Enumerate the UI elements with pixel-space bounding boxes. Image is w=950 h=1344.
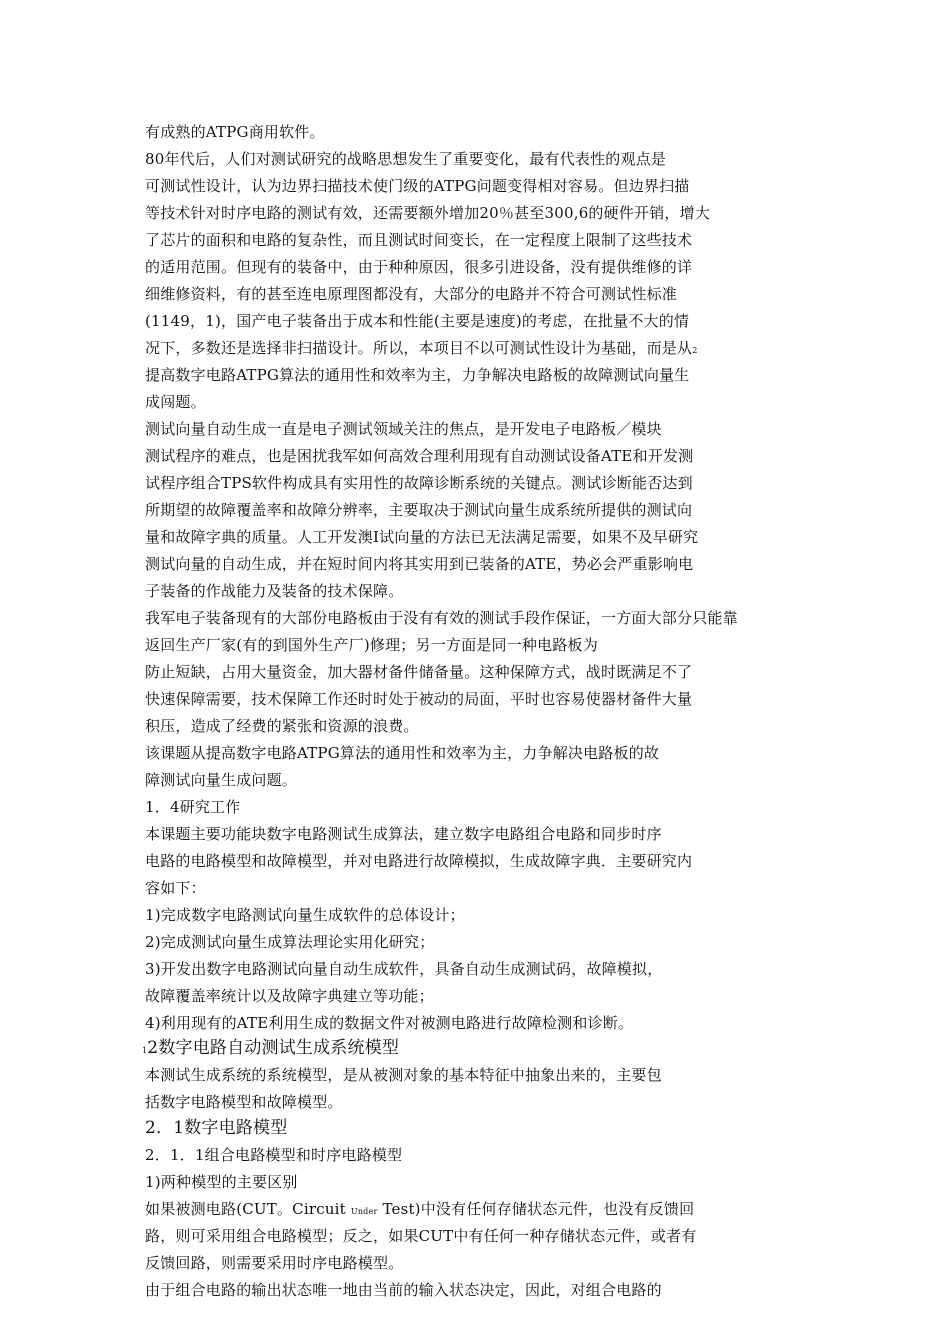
- text-line: 子装备的作战能力及装备的技术保障。: [145, 582, 404, 600]
- text-line: 量和故障字典的质量。人工开发澳I试向量的方法已无法满足需要，如果不及早研究: [145, 528, 699, 546]
- text-line: [145, 337, 698, 359]
- list-item: 3)开发出数字电路测试向量自动生成软件，具备自动生成测试码，故障模拟，: [145, 960, 663, 978]
- text-line: 快速保障需要，技术保障工作还时时处于被动的局面，平时也容易使器材备件大量: [145, 690, 693, 708]
- list-item: 2)完成测试向量生成算法理论实用化研究；: [145, 933, 435, 951]
- text-line: 该课题从提高数字电路ATPG算法的通用性和效率为主，力争解决电路板的故: [145, 744, 660, 762]
- text-line-part: Test)中没有任何存储状态元件，也没有反馈回: [382, 1200, 695, 1218]
- text-line: 本课题主要功能块数字电路测试生成算法，建立数字电路组合电路和同步时序: [145, 825, 662, 843]
- text-line: 细维修资料，有的甚至连电原理图都没有，大部分的电路并不符合可测试性标准: [145, 285, 678, 303]
- text-line: 反馈回路，则需要采用时序电路模型。: [145, 1254, 404, 1272]
- text-line: 测试向量的自动生成，并在短时间内将其实用到已装备的ATE，势必会严重影响电: [145, 555, 694, 573]
- section-heading: 2．1数字电路模型: [145, 1118, 288, 1138]
- text-line: 本测试生成系统的系统模型，是从被测对象的基本特征中抽象出来的，主要包: [145, 1066, 662, 1084]
- text-line: 成闯题。: [145, 393, 206, 411]
- text-line: 路，则可采用组合电路模型；反之，如果CUT中有任何一种存储状态元件，或者有: [145, 1227, 697, 1245]
- list-item: 4)利用现有的ATE利用生成的数据文件对被测电路进行故障检测和诊断。: [145, 1014, 634, 1032]
- text-line: 积压，造成了经费的紧张和资源的浪费。: [145, 717, 419, 735]
- text-line: 1)两种模型的主要区别: [145, 1173, 298, 1191]
- margin-mark: 2: [692, 346, 698, 355]
- text-line: 障测试向量生成问题。: [145, 771, 298, 789]
- text-line: 提高数字电路ATPG算法的通用性和效率为主，力争解决电路板的故障测试向量生: [145, 366, 690, 384]
- text-line-part: 如果被测电路(CUT。Circuit: [145, 1200, 346, 1218]
- text-line: [145, 1198, 694, 1220]
- text-line: 80年代后，人们对测试研究的战略思想发生了重要变化，最有代表性的观点是: [145, 150, 667, 168]
- text-line: 故障覆盖率统计以及故障字典建立等功能；: [145, 987, 434, 1005]
- text-line: 容如下：: [145, 879, 206, 897]
- section-heading: 1．4研究工作: [145, 798, 241, 816]
- section-heading: [142, 1037, 399, 1059]
- text-line: 了芯片的面积和电路的复杂性，而且测试时间变长，在一定程度上限制了这些技术: [145, 231, 693, 249]
- text-line: 测试程序的难点，也是困扰我军如何高效合理利用现有自动测试设备ATE和开发测: [145, 447, 694, 465]
- text-line: 有成熟的ATPG商用软件。: [145, 123, 325, 141]
- text-line: 测试向量自动生成一直是电子测试领域关注的焦点，是开发电子电路板／模块: [145, 420, 662, 438]
- text-line: 试程序组合TPS软件构成具有实用性的故障诊断系统的关键点。测试诊断能否达到: [145, 474, 693, 492]
- text-line: (1149，1)，国产电子装备出于成本和性能(主要是速度)的考虑，在批量不大的情: [145, 312, 690, 330]
- text-line: 括数字电路模型和故障模型。: [145, 1093, 343, 1111]
- text-line: 电路的电路模型和故障模型，并对电路进行故障模拟，生成故障字典．主要研究内: [145, 852, 693, 870]
- text-line-part: 况下，多数还是选择非扫描设计。所以，本项目不以可测试性设计为基础，而是从: [145, 339, 693, 357]
- text-line: 的适用范围。但现有的装备中，由于种种原因，很多引进设备，没有提供维修的详: [145, 258, 693, 276]
- subsection-heading: 2．1．1组合电路模型和时序电路模型: [145, 1146, 403, 1164]
- text-line: 我军电子装备现有的大部份电路板由于没有有效的测试手段作保证，一方面大部分只能靠: [145, 609, 738, 627]
- text-line: 防止短缺，占用大量资金，加大器材备件储备量。这种保障方式，战时既满足不了: [145, 663, 693, 681]
- list-item: 1)完成数字电路测试向量生成软件的总体设计；: [145, 906, 465, 924]
- section-heading-text: 2数字电路自动测试生成系统模型: [147, 1038, 400, 1058]
- text-line: 等技术针对时序电路的测试有效，还需要额外增加20％甚至300,6的硬件开销，增大: [145, 204, 711, 222]
- text-line: 所期望的故障覆盖率和故障分辨率，主要取决于测试向量生成系统所提供的测试向: [145, 501, 693, 519]
- small-text: Under: [350, 1207, 378, 1216]
- text-line: 可测试性设计，认为边界扫描技术使门级的ATPG问题变得相对容易。但边界扫描: [145, 177, 690, 195]
- margin-mark: 1: [142, 1046, 148, 1055]
- text-line: 返回生产厂家(有的到国外生产厂)修理；另一方面是同一种电路板为: [145, 636, 598, 654]
- text-line: 由于组合电路的输出状态唯一地由当前的输入状态决定，因此，对组合电路的: [145, 1281, 662, 1299]
